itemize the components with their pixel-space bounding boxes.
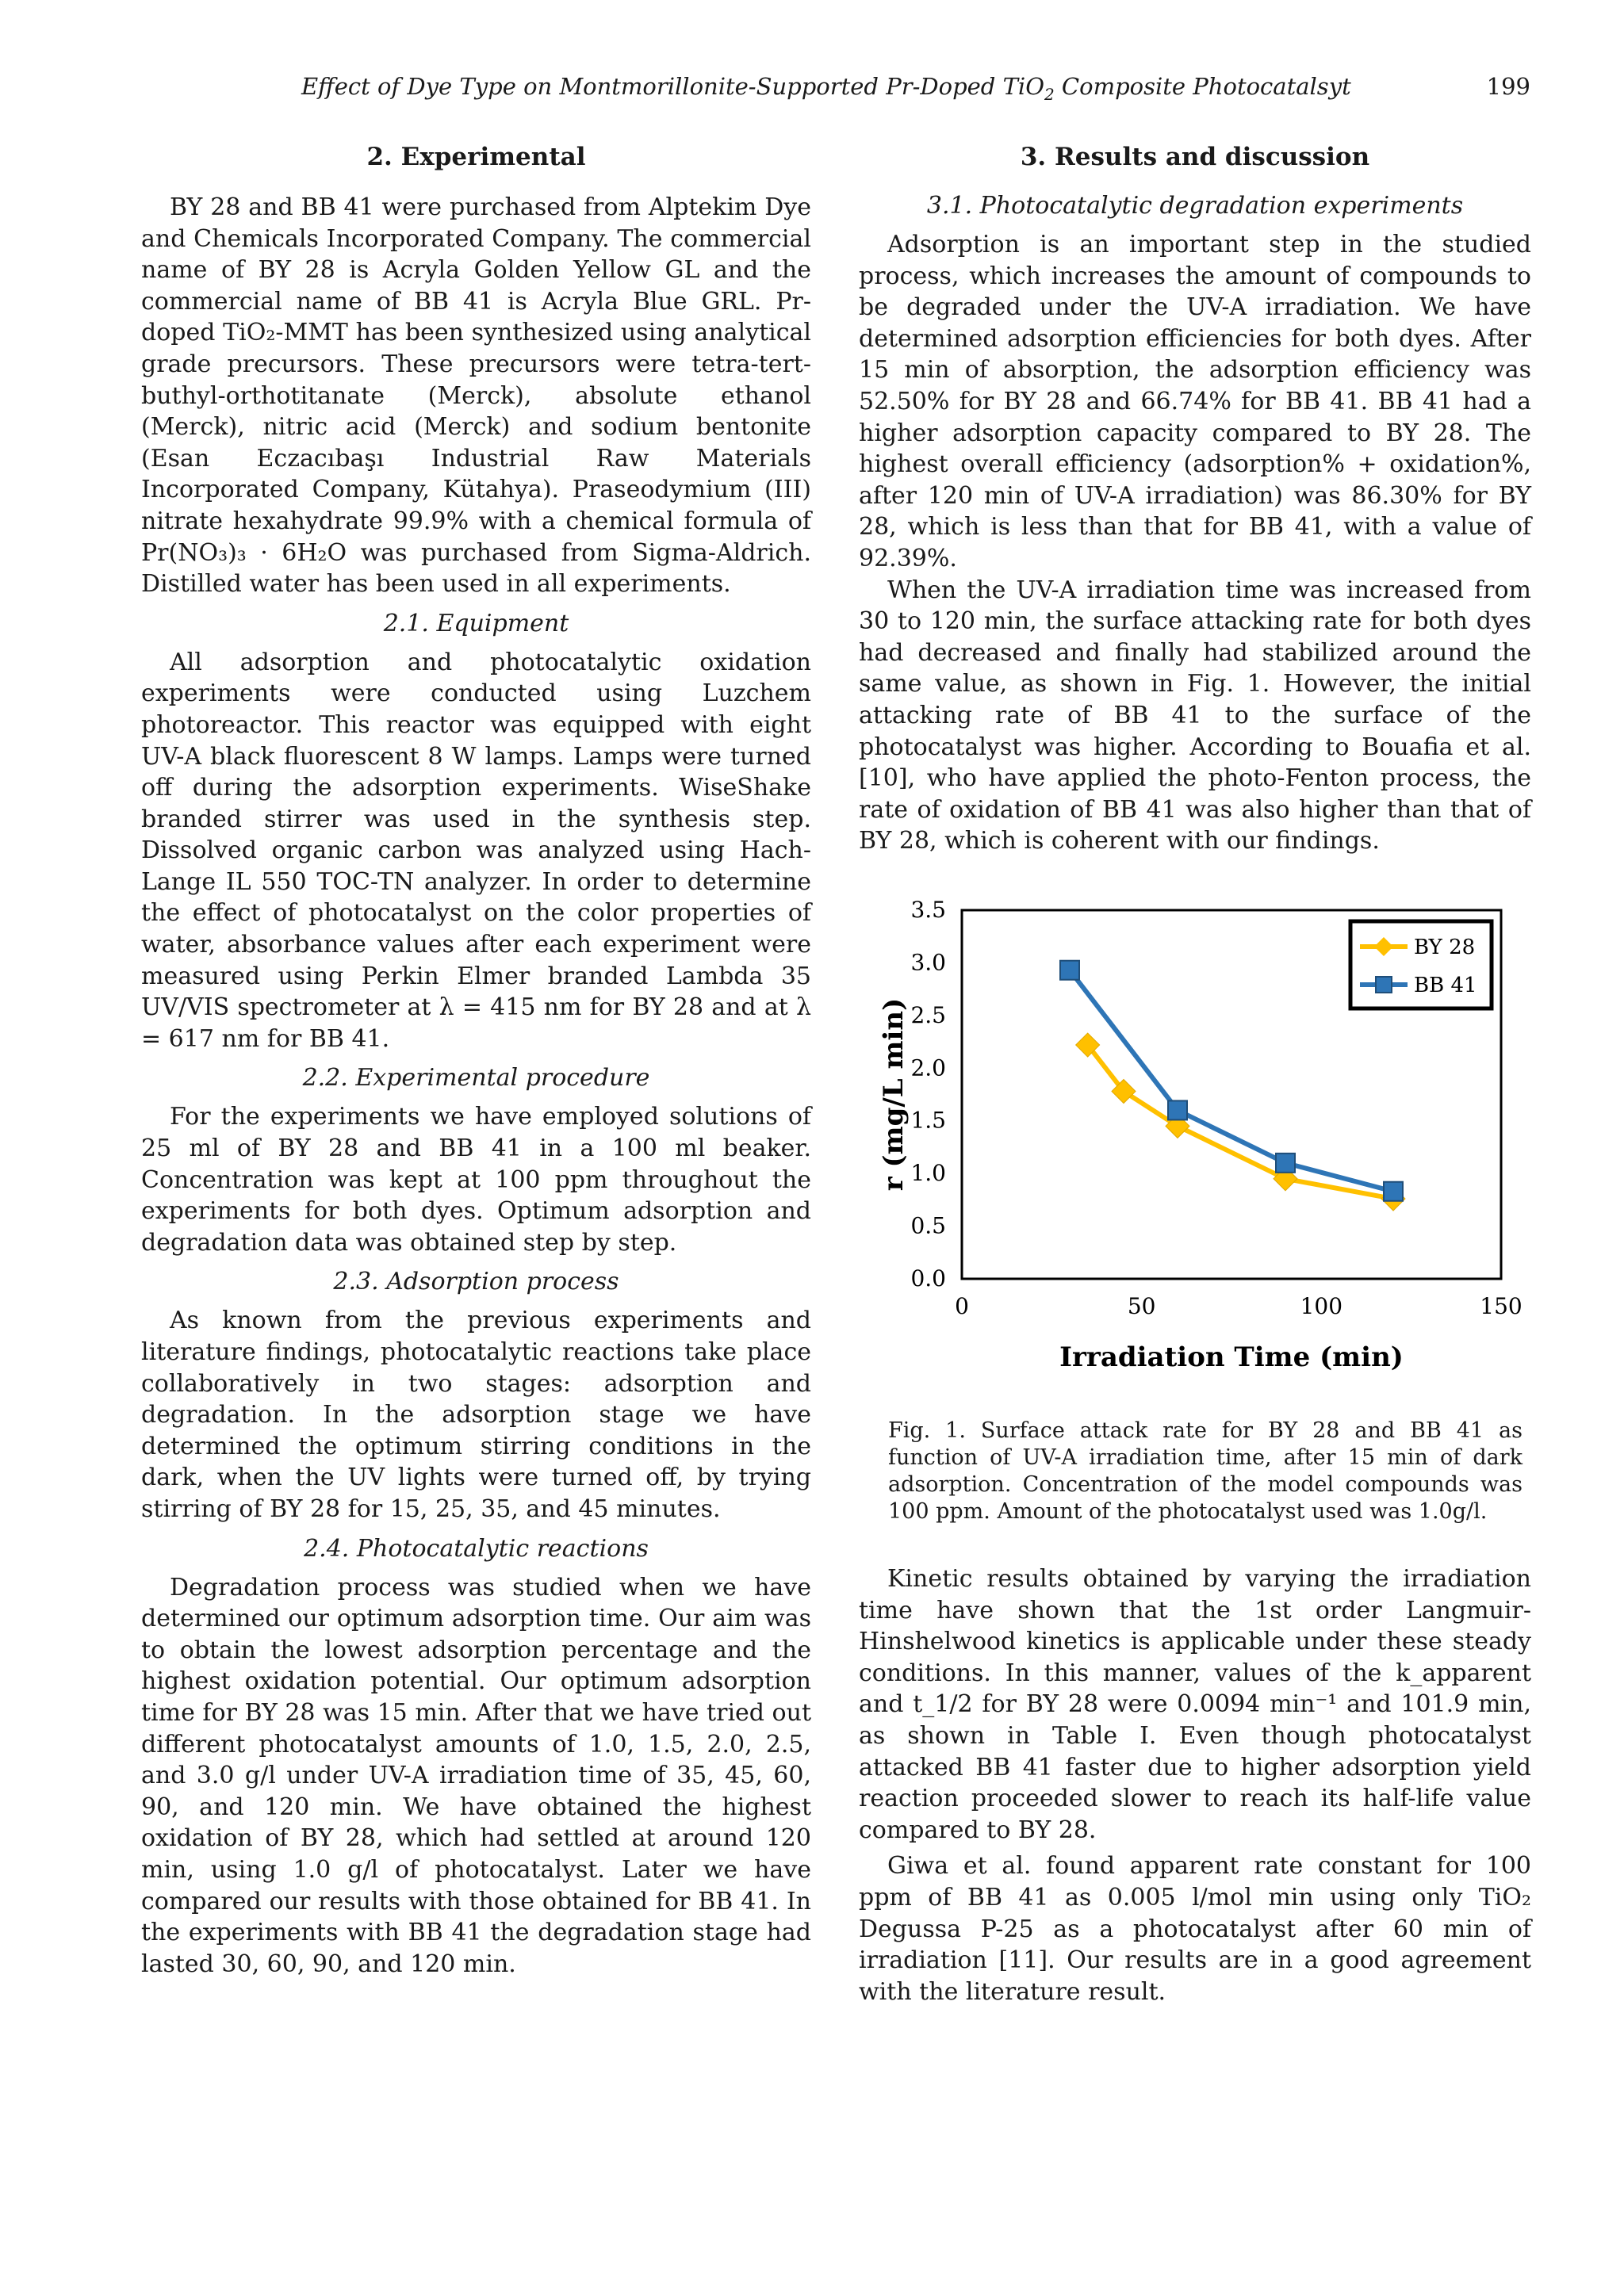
- subsection-title: 2.4. Photocatalytic reactions: [304, 1534, 649, 1563]
- subsection-title: 2.3. Adsorption process: [333, 1268, 619, 1296]
- paragraph: When the UV-A irradiation time was increased from 30 to 120 min, the surface attacking rate for both dyes had decreased and finally had stabilized around the same value, as shown in Fig. 1. However, the initial attacking rate of BB 41 to the surface of the photocatalyst was higher. According to Bouafia et al. [10], who have applied the photo-Fenton process, the rate of oxidation of BB 41 was also higher than that of BY 28, which is coherent with our findings.: [859, 576, 1531, 855]
- section-title-results: 3. Results and discussion: [1020, 143, 1370, 171]
- legend-label: BB 41: [1414, 974, 1477, 997]
- y-tick-label: 3.0: [910, 949, 946, 976]
- legend-marker: [1376, 977, 1392, 993]
- paragraph: All adsorption and photocatalytic oxidation experiments were conducted using Luzchem photoreactor. This reactor was equipped with eight UV-A black fluorescent 8 W lamps. Lamps were turned off during the adsorption experiments. WiseShake branded stirrer was used in the synthesis step. Dissolved organic carbon was analyzed using Hach-Lange IL 550 TOC-TN analyzer. In order to determine the effect of photocatalyst on the color properties of water, absorbance values after each experiment were measured using Perkin Elmer branded Lambda 35 UV/VIS spectrometer at λ = 415 nm for BY 28 and at λ = 617 nm for BB 41.: [141, 648, 811, 1053]
- data-point: [1384, 1182, 1403, 1201]
- x-tick-label: 100: [1300, 1293, 1343, 1319]
- figure-caption: Fig. 1. Surface attack rate for BY 28 and BB 41 as function of UV-A irradiation time, after 15 min of dark adsorption. Concentration of the model compounds was 100 ppm. Amount of the photocatalyst used was 1.0g/l.: [888, 1418, 1522, 1524]
- paragraph: Giwa et al. found apparent rate constant for 100 ppm of BB 41 as 0.005 l/mol min using only TiO₂ Degussa P-25 as a photocatalyst after 60 min of irradiation [11]. Our results are in a good agreement with the literature result.: [859, 1852, 1531, 2006]
- y-axis-label: r (mg/L min): [878, 997, 910, 1192]
- running-header: [301, 73, 1530, 104]
- subsection-title: 3.1. Photocatalytic degradation experiments: [926, 192, 1464, 220]
- paragraph: Adsorption is an important step in the studied process, which increases the amount of compounds to be degraded under the UV-A irradiation. We have determined adsorption efficiencies for both dyes. After 15 min of absorption, the adsorption efficiency was 52.50% for BY 28 and 66.74% for BB 41. BB 41 had a higher adsorption capacity compared to BY 28. The highest overall efficiency (adsorption% + oxidation%, after 120 min of UV-A irradiation) was 86.30% for BY 28, which is less than that for BB 41, with a value of 92.39%.: [859, 231, 1531, 572]
- y-tick-label: 0.0: [910, 1265, 946, 1292]
- y-tick-label: 1.5: [910, 1107, 946, 1134]
- data-point: [1168, 1100, 1187, 1119]
- x-tick-label: 50: [1127, 1293, 1156, 1319]
- x-tick-label: 0: [955, 1293, 969, 1319]
- right-column: [859, 143, 1531, 857]
- x-tick-label: 150: [1480, 1293, 1522, 1319]
- y-tick-label: 0.5: [910, 1212, 946, 1239]
- subsection-title: 2.2. Experimental procedure: [302, 1064, 650, 1093]
- page-number: 199: [1486, 73, 1530, 100]
- left-column: [141, 143, 811, 1980]
- y-tick-label: 2.0: [910, 1054, 946, 1081]
- paragraph: As known from the previous experiments and literature findings, photocatalytic reactions take place collaboratively in two stages: adsorption and degradation. In the adsorption stage we have determined the optimum stirring conditions in the dark, when the UV lights were turned off, by trying stirring of BY 28 for 15, 25, 35, and 45 minutes.: [141, 1307, 811, 1523]
- section-title-experimental: 2. Experimental: [366, 143, 586, 171]
- line-chart: [859, 896, 1531, 1387]
- y-tick-label: 3.5: [910, 897, 946, 923]
- subsection-title: 2.1. Equipment: [383, 609, 569, 637]
- header-title: Effect of Dye Type on Montmorillonite-Supported Pr-Doped TiO$_2$ Composite Photocatalsyt: [301, 73, 1351, 104]
- paragraph: Degradation process was studied when we have determined our optimum adsorption time. Our aim was to obtain the lowest adsorption percentage and the highest oxidation potential. Our optimum adsorption time for BY 28 was 15 min. After that we have tried out different photocatalyst amounts of 1.0, 1.5, 2.0, 2.5, and 3.0 g/l under UV-A irradiation time of 35, 45, 60, 90, and 120 min. We have obtained the highest oxidation of BY 28, which had settled at around 120 min, using 1.0 g/l of photocatalyst. Later we have compared our results with those obtained for BB 41. In the experiments with BB 41 the degradation stage had lasted 30, 60, 90, and 120 min.: [141, 1573, 811, 1978]
- y-tick-label: 1.0: [910, 1160, 946, 1187]
- x-axis-label: Irradiation Time (min): [1059, 1341, 1404, 1373]
- data-point: [1060, 961, 1079, 980]
- paragraph: For the experiments we have employed solutions of 25 ml of BY 28 and BB 41 in a 100 ml beaker. Concentration was kept at 100 ppm throughout the experiments for both dyes. Optimum adsorption and degradation data was obtained step by step.: [141, 1103, 811, 1257]
- paragraph: Kinetic results obtained by varying the irradiation time have shown that the 1st order Langmuir-Hinshelwood kinetics is applicable under these steady conditions. In this manner, values of the k_apparent and t_1/2 for BY 28 were 0.0094 min⁻¹ and 101.9 min, as shown in Table I. Even though photocatalyst attacked BB 41 faster due to higher adsorption yield reaction proceeded slower to reach its half-life value compared to BY 28.: [859, 1565, 1531, 1844]
- figure-1: [859, 896, 1531, 1387]
- series-line-by-28: [1088, 1045, 1393, 1199]
- y-tick-label: 2.5: [910, 1001, 946, 1028]
- data-point: [1276, 1154, 1295, 1173]
- right-column-lower: [859, 1563, 1531, 2007]
- legend-label: BY 28: [1414, 936, 1476, 959]
- paragraph: BY 28 and BB 41 were purchased from Alptekim Dye and Chemicals Incorporated Company. The commercial name of BY 28 is Acryla Golden Yellow GL and the commercial name of BB 41 is Acryla Blue GRL. Pr-doped TiO₂-MMT has been synthesized using analytical grade precursors. These precursors were tetra-tert-buthyl-orthotitanate (Merck), absolute ethanol (Merck), nitric acid (Merck) and sodium bentonite (Esan Eczacıbaşı Industrial Raw Materials Incorporated Company, Kütahya). Praseodymium (III) nitrate hexahydrate 99.9% with a chemical formula of Pr(NO₃)₃ · 6H₂O was purchased from Sigma-Aldrich. Distilled water has been used in all experiments.: [141, 193, 811, 599]
